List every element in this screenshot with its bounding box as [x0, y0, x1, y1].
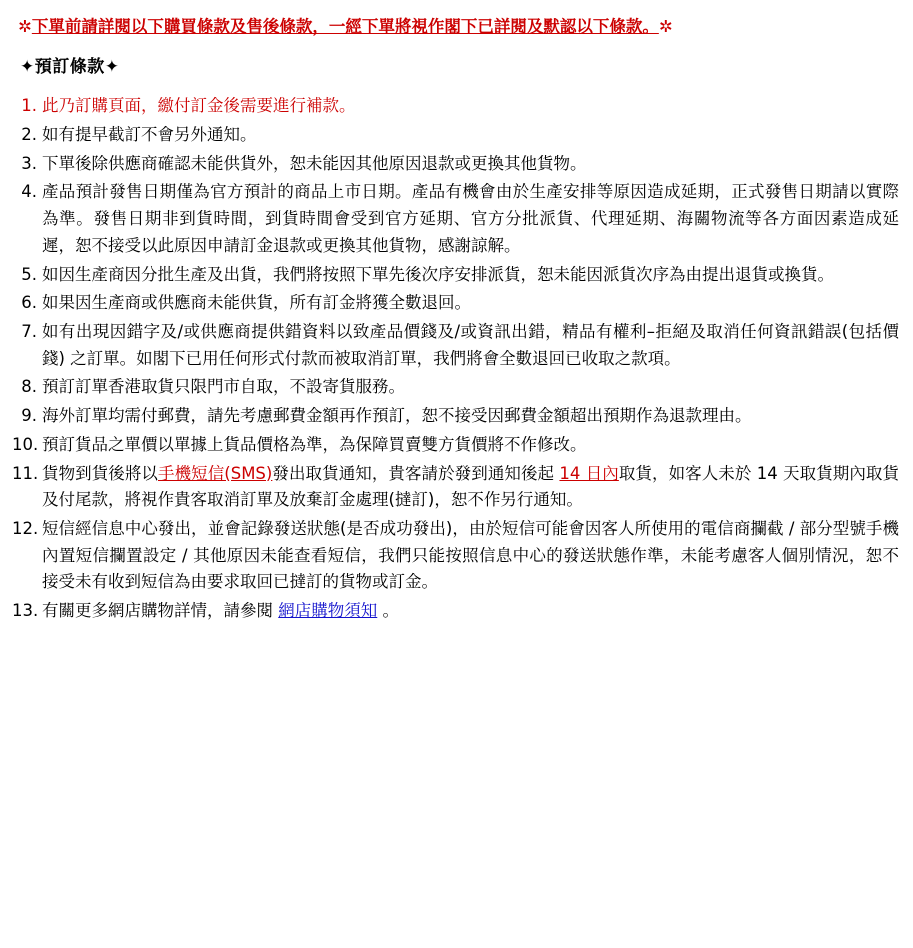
list-item-number: 1. — [21, 96, 37, 116]
list-item-text: 產品預計發售日期僅為官方預計的商品上市日期。產品有機會由於生產安排等原因造成延期，正式發售日期請以實際為準。發售日期非到貨時間，到貨時間會受到官方延期、官方分批派貨、代理延期、海關物流等各方面因素造成延遲，恕不接受以此原因申請訂金退款或更換其他貨物，感謝諒解。 — [42, 182, 899, 255]
shop-guide-link[interactable]: 網店購物須知 — [278, 601, 378, 621]
text-suffix: 。 — [377, 601, 399, 621]
list-item-number: 10. — [12, 434, 39, 454]
deadline-emphasis: 14 日內 — [559, 463, 619, 483]
list-item — [10, 516, 899, 596]
asterisk-icon: ✲ — [658, 17, 673, 36]
text-middle: 發出取貨通知，貴客請於發到通知後起 — [272, 463, 560, 483]
list-item-number: 12. — [12, 519, 39, 539]
list-item — [10, 93, 899, 120]
list-item — [10, 461, 899, 514]
list-item-number: 6. — [21, 293, 37, 313]
list-item — [10, 319, 899, 372]
terms-list — [10, 93, 899, 625]
list-item — [10, 598, 899, 625]
section-title: ✦預訂條款✦ — [20, 57, 120, 78]
list-item — [10, 122, 899, 149]
top-notice-text: 下單前請詳閱以下購買條款及售後條款，一經下單將視作閣下已詳閱及默認以下條款。 — [31, 17, 659, 36]
list-item-text: 如有出現因錯字及/或供應商提供錯資料以致產品價錢及/或資訊出錯，精品有權利–拒絕及取消任何資訊錯誤(包括價錢) 之訂單。如閣下已用任何形式付款而被取消訂單，我們將會全數退回已收取之款項。 — [42, 322, 899, 368]
asterisk-icon: ✲ — [18, 17, 32, 36]
list-item — [10, 290, 899, 317]
list-item — [10, 179, 899, 259]
text-prefix: 有關更多網店購物詳情，請參閱 — [42, 601, 279, 621]
list-item — [10, 374, 899, 401]
list-item-text — [42, 598, 899, 625]
list-item-text: 預訂貨品之單價以單據上貨品價格為準，為保障買賣雙方貨價將不作修改。 — [42, 434, 587, 454]
list-item-number: 3. — [21, 153, 37, 173]
text-suffix: 取貨，如客人未於 14 天取貨期內取貨及付尾款，將視作貴客取消訂單及放棄訂金處理(撻訂)，恕不作另行通知。 — [42, 463, 899, 510]
list-item-text: 如有提早截訂不會另外通知。 — [42, 124, 257, 144]
sms-emphasis: 手機短信(SMS) — [158, 463, 273, 483]
list-item-text: 下單後除供應商確認未能供貨外，恕未能因其他原因退款或更換其他貨物。 — [42, 153, 587, 173]
list-item-number: 5. — [21, 264, 37, 284]
list-item-text: 短信經信息中心發出，並會記錄發送狀態(是否成功發出)，由於短信可能會因客人所使用的電信商攔截 / 部分型號手機內置短信攔置設定 / 其他原因未能查看短信，我們只能按照信息中心的發送狀態作準，未能考慮客人個別情況，恕不接受未有收到短信為由要求取回已撻訂的貨物或訂金。 — [42, 519, 899, 592]
list-item-text: 如因生產商因分批生產及出貨，我們將按照下單先後次序安排派貨，恕未能因派貨次序為由提出退貨或換貨。 — [42, 264, 834, 284]
text-prefix: 貨物到貨後將以 — [42, 463, 158, 483]
list-item-number: 13. — [12, 601, 39, 621]
list-item-number: 2. — [21, 124, 37, 144]
top-notice — [18, 16, 899, 38]
list-item-text: 此乃訂購頁面，繳付訂金後需要進行補款。 — [42, 96, 356, 116]
list-item — [10, 403, 899, 430]
list-item-number: 9. — [21, 406, 37, 426]
list-item-text: 海外訂單均需付郵費，請先考慮郵費金額再作預訂，恕不接受因郵費金額超出預期作為退款理由。 — [42, 406, 752, 426]
list-item — [10, 432, 899, 459]
list-item-number: 11. — [12, 463, 39, 483]
list-item-text: 預訂訂單香港取貨只限門市自取，不設寄貨服務。 — [42, 377, 405, 397]
list-item — [10, 151, 899, 178]
list-item-text: 如果因生產商或供應商未能供貨，所有訂金將獲全數退回。 — [42, 293, 471, 313]
list-item-number: 8. — [21, 377, 37, 397]
list-item-number: 4. — [21, 182, 37, 202]
list-item-text — [42, 461, 899, 514]
list-item-number: 7. — [21, 322, 37, 342]
list-item — [10, 262, 899, 289]
